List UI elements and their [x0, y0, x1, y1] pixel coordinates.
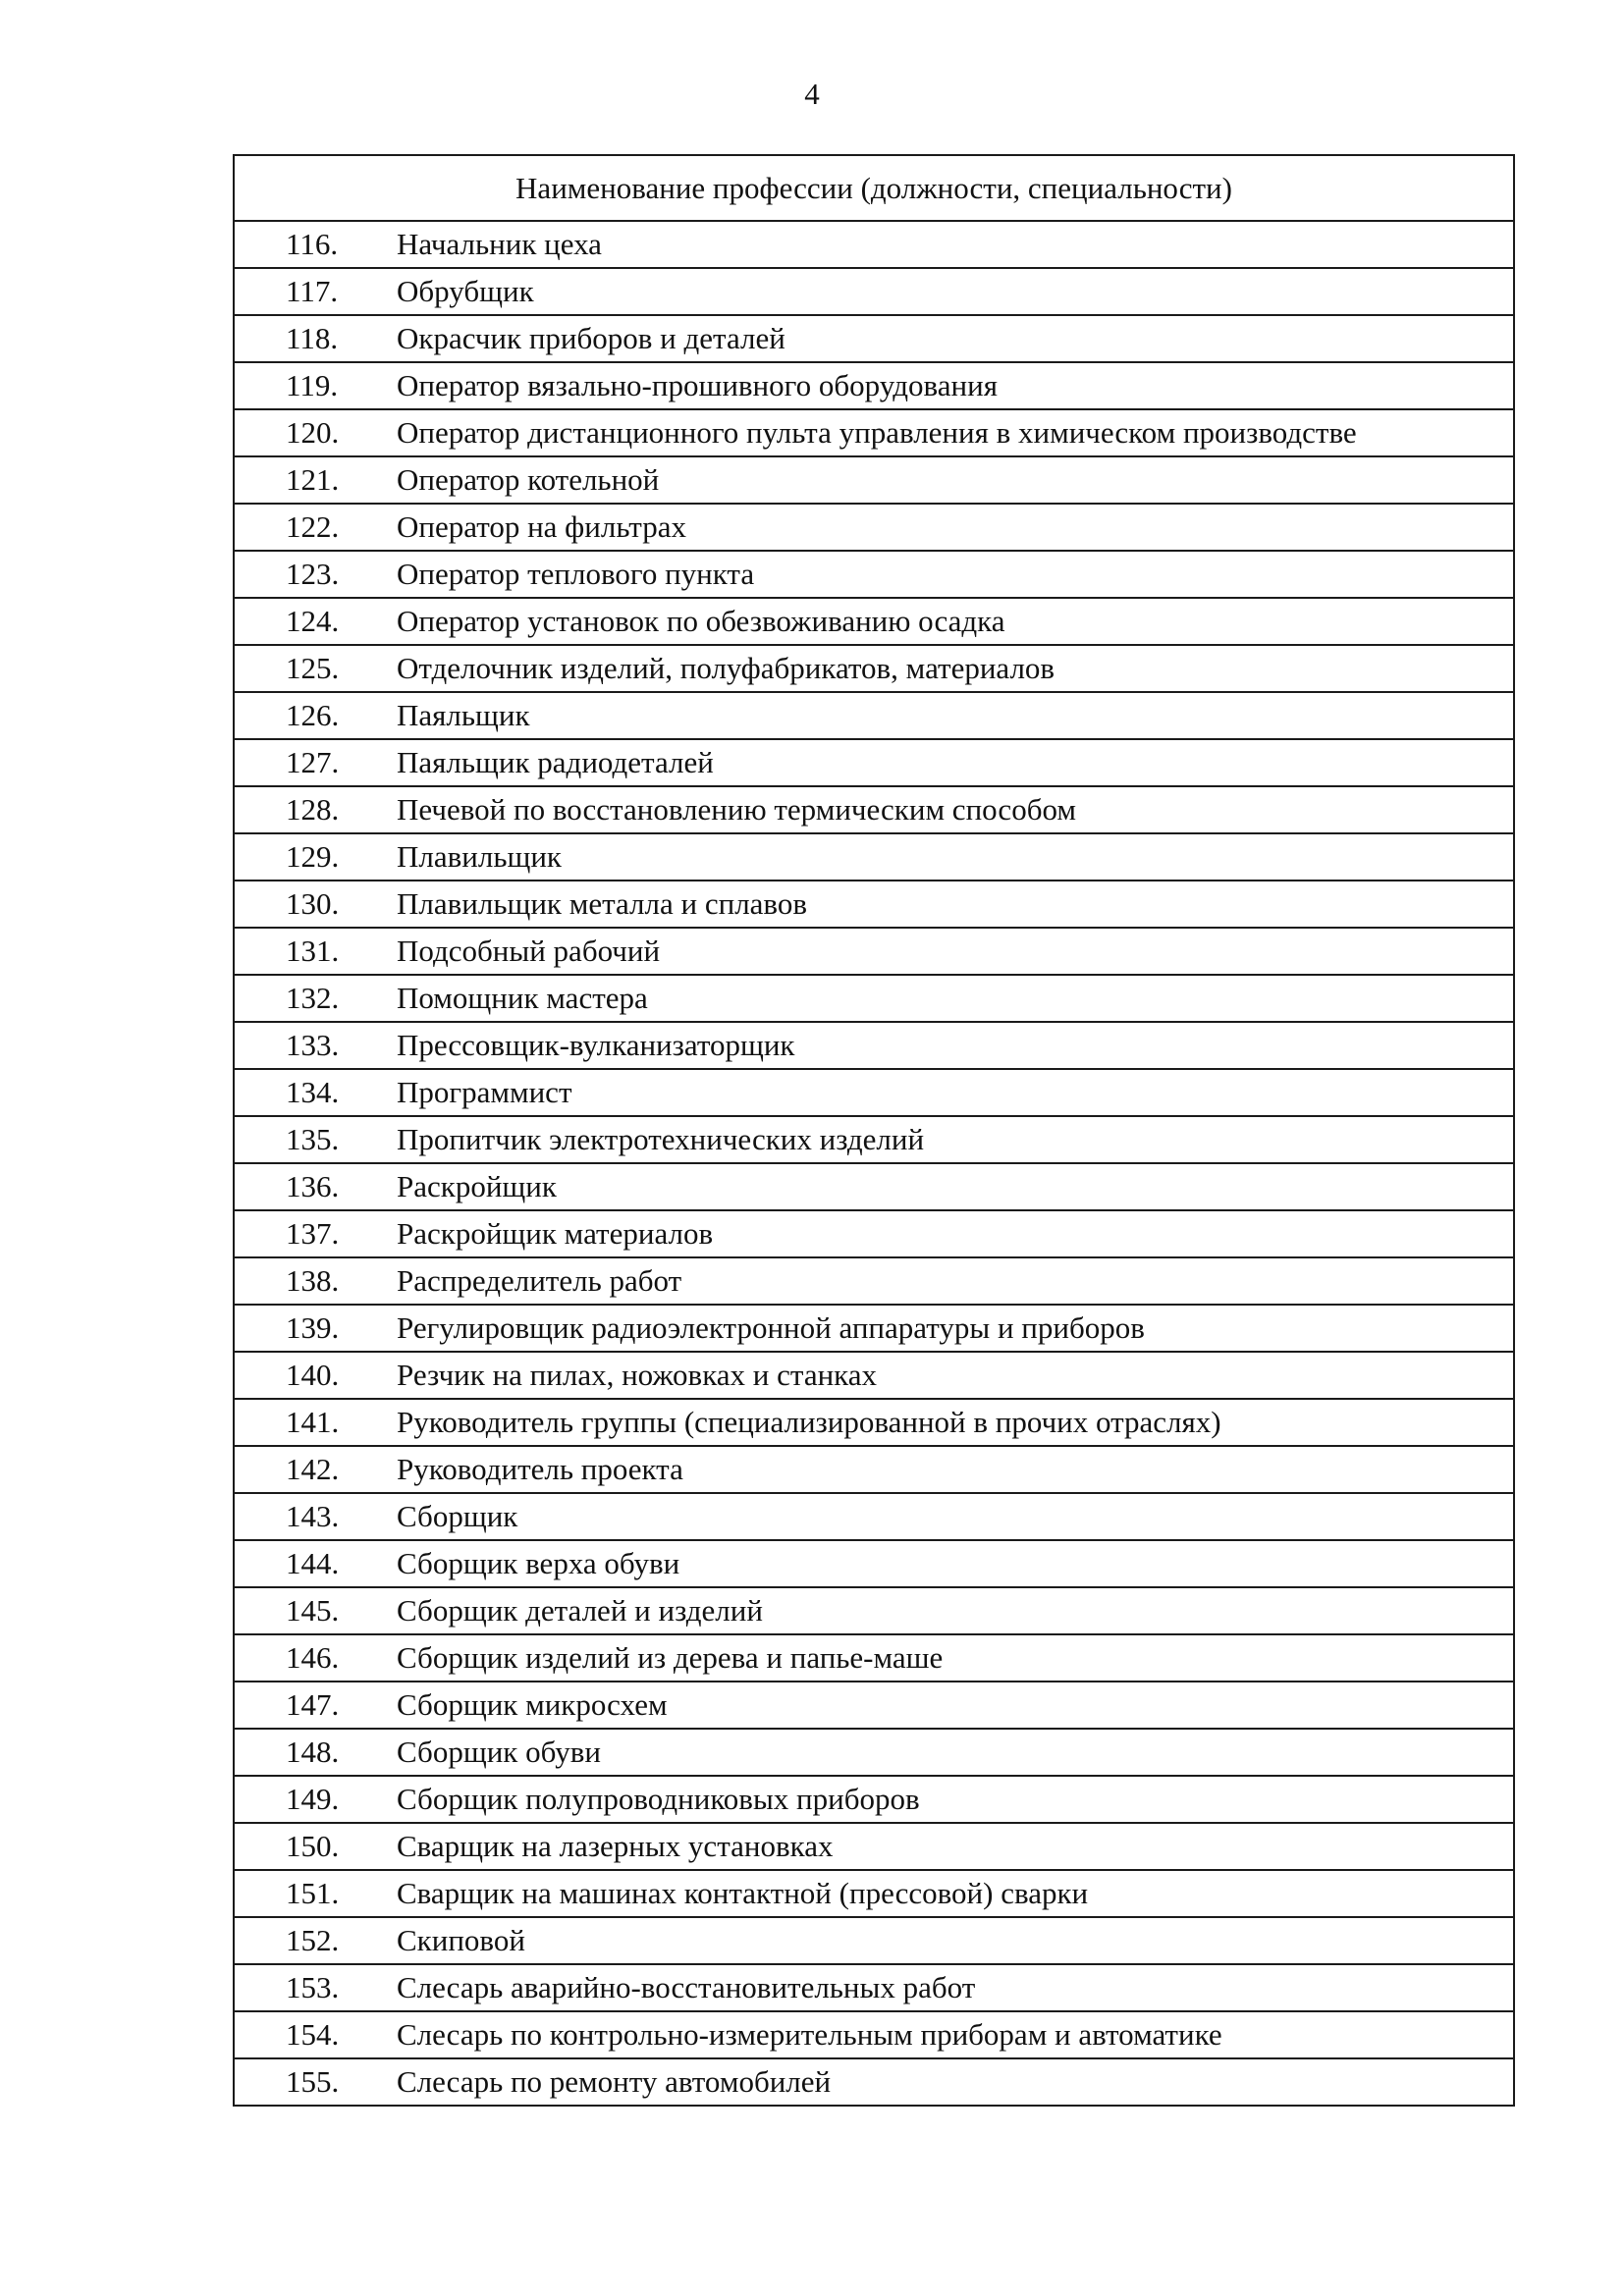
profession-name: Сборщик полупроводниковых приборов	[397, 1782, 920, 1816]
row-number: 139.	[286, 1310, 340, 1345]
profession-name: Распределитель работ	[397, 1263, 682, 1298]
table-body	[234, 221, 1514, 2106]
table-row	[234, 1870, 1514, 1917]
row-number: 151.	[286, 1876, 340, 1910]
row-number: 128.	[286, 792, 340, 827]
page-number: 4	[804, 77, 820, 111]
row-number: 135.	[286, 1122, 340, 1156]
table-cell	[234, 975, 1514, 1022]
table-row	[234, 2011, 1514, 2058]
profession-name: Печевой по восстановлению термическим способом	[397, 792, 1076, 827]
profession-name: Регулировщик радиоэлектронной аппаратуры и приборов	[397, 1310, 1145, 1345]
table-cell	[234, 221, 1514, 268]
table-row	[234, 928, 1514, 975]
table-row	[234, 739, 1514, 786]
table-cell	[234, 786, 1514, 833]
row-number: 124.	[286, 604, 340, 638]
row-number: 127.	[286, 745, 340, 779]
table-row	[234, 1163, 1514, 1210]
profession-name: Сборщик микросхем	[397, 1687, 668, 1722]
profession-name: Сборщик	[397, 1499, 518, 1533]
table-cell	[234, 739, 1514, 786]
table-cell	[234, 928, 1514, 975]
row-number: 134.	[286, 1075, 340, 1109]
table-row	[234, 409, 1514, 456]
table-row	[234, 598, 1514, 645]
row-number: 138.	[286, 1263, 340, 1298]
row-number: 153.	[286, 1970, 340, 2004]
table-cell	[234, 1823, 1514, 1870]
column-header-profession-name: Наименование профессии (должности, специальности)	[234, 155, 1514, 221]
profession-name: Руководитель проекта	[397, 1452, 683, 1486]
row-number: 142.	[286, 1452, 340, 1486]
table-cell	[234, 315, 1514, 362]
table-row	[234, 881, 1514, 928]
table-row	[234, 2058, 1514, 2106]
row-number: 140.	[286, 1358, 340, 1392]
row-number: 117.	[286, 274, 339, 308]
row-number: 116.	[286, 227, 339, 261]
table-cell	[234, 881, 1514, 928]
table-row	[234, 504, 1514, 551]
table-row	[234, 1116, 1514, 1163]
table-row	[234, 1964, 1514, 2011]
row-number: 130.	[286, 886, 340, 921]
profession-name: Руководитель группы (специализированной в прочих отраслях)	[397, 1405, 1221, 1439]
profession-name: Подсобный рабочий	[397, 934, 661, 968]
row-number: 132.	[286, 981, 340, 1015]
table-cell	[234, 1917, 1514, 1964]
profession-name: Оператор котельной	[397, 462, 660, 497]
row-number: 123.	[286, 557, 340, 591]
table-row	[234, 1823, 1514, 1870]
table-row	[234, 1587, 1514, 1634]
table-row	[234, 1917, 1514, 1964]
profession-name: Обрубщик	[397, 274, 534, 308]
table-row	[234, 1069, 1514, 1116]
row-number: 121.	[286, 462, 340, 497]
table-row	[234, 1540, 1514, 1587]
profession-name: Оператор теплового пункта	[397, 557, 755, 591]
table-cell	[234, 551, 1514, 598]
table-cell	[234, 409, 1514, 456]
table-cell	[234, 1964, 1514, 2011]
row-number: 118.	[286, 321, 339, 355]
table-row	[234, 1493, 1514, 1540]
table-cell	[234, 1352, 1514, 1399]
profession-name: Сборщик верха обуви	[397, 1546, 680, 1580]
table-cell	[234, 1210, 1514, 1257]
table-cell	[234, 504, 1514, 551]
table-cell	[234, 1587, 1514, 1634]
profession-name: Оператор установок по обезвоживанию осадка	[397, 604, 1005, 638]
table-row	[234, 1729, 1514, 1776]
table-row	[234, 1399, 1514, 1446]
table-row	[234, 456, 1514, 504]
row-number: 148.	[286, 1735, 340, 1769]
profession-name: Сборщик обуви	[397, 1735, 601, 1769]
profession-name: Плавильщик	[397, 839, 562, 874]
table-cell	[234, 2011, 1514, 2058]
profession-name: Оператор вязально-прошивного оборудования	[397, 368, 998, 402]
profession-name: Окрасчик приборов и деталей	[397, 321, 785, 355]
table-cell	[234, 1022, 1514, 1069]
profession-name: Паяльщик радиодеталей	[397, 745, 714, 779]
table-row	[234, 1210, 1514, 1257]
table-cell	[234, 1446, 1514, 1493]
table-cell	[234, 268, 1514, 315]
profession-name: Сборщик изделий из дерева и папье-маше	[397, 1640, 944, 1675]
table-header-row	[234, 155, 1514, 221]
row-number: 155.	[286, 2064, 340, 2099]
profession-name: Слесарь по контрольно-измерительным приборам и автоматике	[397, 2017, 1222, 2052]
table-row	[234, 1776, 1514, 1823]
table-cell	[234, 598, 1514, 645]
row-number: 154.	[286, 2017, 340, 2052]
row-number: 143.	[286, 1499, 340, 1533]
table-cell	[234, 456, 1514, 504]
table-cell	[234, 1163, 1514, 1210]
table-row	[234, 1257, 1514, 1305]
row-number: 141.	[286, 1405, 340, 1439]
table-head	[234, 155, 1514, 221]
table-cell	[234, 833, 1514, 881]
profession-name: Пропитчик электротехнических изделий	[397, 1122, 925, 1156]
professions-table-container	[233, 154, 1515, 2107]
table-row	[234, 833, 1514, 881]
row-number: 125.	[286, 651, 340, 685]
profession-name: Скиповой	[397, 1923, 525, 1957]
table-row	[234, 1682, 1514, 1729]
table-row	[234, 315, 1514, 362]
table-row	[234, 362, 1514, 409]
profession-name: Слесарь аварийно-восстановительных работ	[397, 1970, 976, 2004]
table-row	[234, 645, 1514, 692]
table-row	[234, 221, 1514, 268]
profession-name: Паяльщик	[397, 698, 530, 732]
row-number: 149.	[286, 1782, 340, 1816]
table-cell	[234, 362, 1514, 409]
table-row	[234, 1305, 1514, 1352]
table-cell	[234, 1634, 1514, 1682]
table-cell	[234, 645, 1514, 692]
profession-name: Раскройщик	[397, 1169, 557, 1203]
table-cell	[234, 1399, 1514, 1446]
table-row	[234, 1634, 1514, 1682]
profession-name: Программист	[397, 1075, 572, 1109]
row-number: 131.	[286, 934, 340, 968]
profession-name: Плавильщик металла и сплавов	[397, 886, 807, 921]
table-row	[234, 1446, 1514, 1493]
table-row	[234, 268, 1514, 315]
table-cell	[234, 1305, 1514, 1352]
profession-name: Сборщик деталей и изделий	[397, 1593, 763, 1628]
row-number: 152.	[286, 1923, 340, 1957]
row-number: 136.	[286, 1169, 340, 1203]
row-number: 144.	[286, 1546, 340, 1580]
table-row	[234, 1022, 1514, 1069]
profession-name: Начальник цеха	[397, 227, 602, 261]
row-number: 126.	[286, 698, 340, 732]
table-row	[234, 975, 1514, 1022]
row-number: 146.	[286, 1640, 340, 1675]
row-number: 119.	[286, 368, 339, 402]
profession-name: Оператор на фильтрах	[397, 509, 686, 544]
row-number: 150.	[286, 1829, 340, 1863]
profession-name: Отделочник изделий, полуфабрикатов, материалов	[397, 651, 1056, 685]
table-cell	[234, 2058, 1514, 2106]
row-number: 145.	[286, 1593, 340, 1628]
profession-name: Раскройщик материалов	[397, 1216, 714, 1251]
profession-name: Оператор дистанционного пульта управления в химическом производстве	[397, 415, 1357, 450]
profession-name: Помощник мастера	[397, 981, 648, 1015]
profession-name: Сварщик на лазерных установках	[397, 1829, 834, 1863]
row-number: 137.	[286, 1216, 340, 1251]
professions-table	[233, 154, 1515, 2107]
profession-name: Сварщик на машинах контактной (прессовой) сварки	[397, 1876, 1089, 1910]
table-cell	[234, 1870, 1514, 1917]
table-row	[234, 786, 1514, 833]
row-number: 122.	[286, 509, 340, 544]
table-cell	[234, 1540, 1514, 1587]
table-cell	[234, 1257, 1514, 1305]
table-row	[234, 551, 1514, 598]
table-cell	[234, 1493, 1514, 1540]
profession-name: Резчик на пилах, ножовках и станках	[397, 1358, 878, 1392]
row-number: 147.	[286, 1687, 340, 1722]
table-cell	[234, 1776, 1514, 1823]
table-cell	[234, 1069, 1514, 1116]
table-row	[234, 692, 1514, 739]
table-cell	[234, 1682, 1514, 1729]
table-cell	[234, 692, 1514, 739]
profession-name: Слесарь по ремонту автомобилей	[397, 2064, 832, 2099]
profession-name: Прессовщик-вулканизаторщик	[397, 1028, 795, 1062]
row-number: 129.	[286, 839, 340, 874]
table-row	[234, 1352, 1514, 1399]
table-cell	[234, 1729, 1514, 1776]
table-cell	[234, 1116, 1514, 1163]
row-number: 133.	[286, 1028, 340, 1062]
row-number: 120.	[286, 415, 340, 450]
